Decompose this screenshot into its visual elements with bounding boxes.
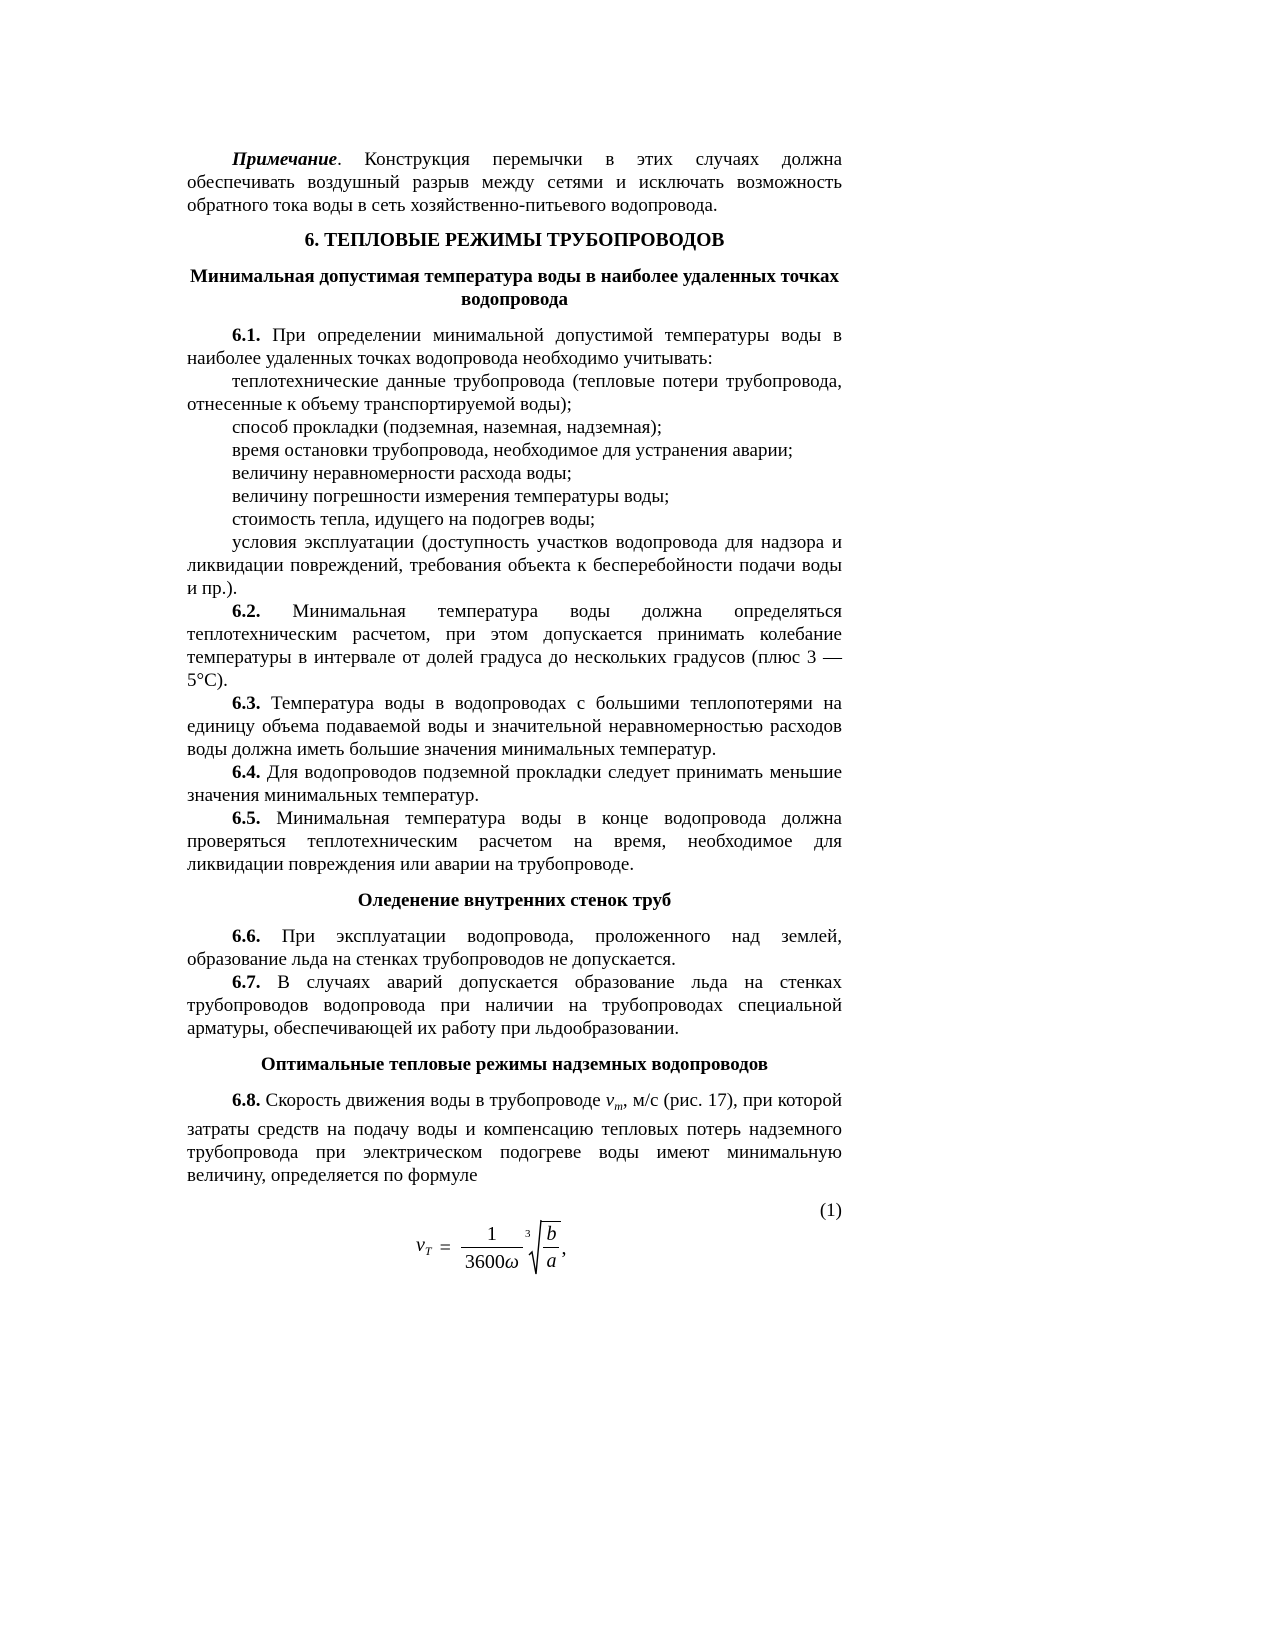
paragraph-text: Температура воды в водопроводах с большими теплопотерями на единицу объема подаваемой воды и значительной неравномерностью расходов воды должна иметь большие значения минимальных температур. — [187, 693, 842, 760]
paragraph-6-4 — [187, 761, 842, 807]
paragraph-text: Скорость движения воды в трубопроводе — [260, 1090, 606, 1111]
formula-lhs-sub: T — [424, 1243, 432, 1258]
list-item: способ прокладки (подземная, наземная, надземная); — [232, 417, 663, 438]
paragraph-number: 6.7. — [232, 972, 261, 993]
list-item: время остановки трубопровода, необходимое для устранения аварии; — [232, 440, 794, 461]
paragraph-6-3 — [187, 692, 842, 761]
cube-root — [525, 1219, 562, 1277]
formula — [416, 1219, 566, 1277]
paragraph-6-2 — [187, 600, 842, 692]
paragraph-number: 6.8. — [232, 1090, 261, 1111]
fraction-denominator — [461, 1247, 523, 1276]
velocity-variable: v — [605, 1090, 615, 1111]
root-radicand — [541, 1221, 561, 1275]
note-label: Примечание — [232, 149, 338, 170]
paragraph-number: 6.6. — [232, 926, 261, 947]
section-title: 6. ТЕПЛОВЫЕ РЕЖИМЫ ТРУБОПРОВОДОВ — [304, 230, 725, 251]
paragraph-6-8 — [187, 1089, 842, 1187]
paragraph-number: 6.2. — [232, 601, 261, 622]
paragraph-text: При эксплуатации водопровода, проложенного над землей, образование льда на стенках трубопроводов не допускается. — [187, 926, 842, 970]
radical-sign-icon — [528, 1219, 542, 1277]
list-item: стоимость тепла, идущего на подогрев воды; — [232, 509, 596, 530]
radicand-numerator: b — [546, 1223, 557, 1245]
fraction-numerator: 1 — [486, 1222, 497, 1245]
subsection-title-min-temperature: Минимальная допустимая температура воды в наиболее удаленных точках водопровода — [189, 266, 840, 310]
velocity-subscript: т — [614, 1099, 623, 1113]
subsection-title-thermal-modes: Оптимальные тепловые режимы надземных водопроводов — [260, 1054, 769, 1075]
root-index: 3 — [524, 1227, 531, 1240]
note-paragraph — [187, 148, 842, 217]
list-item: теплотехнические данные трубопровода (тепловые потери трубопровода, отнесенные к объему транспортируемой воды); — [187, 371, 842, 415]
formula-trailing-comma: , — [561, 1236, 567, 1259]
paragraph-text-continued: , м/с (рис. 17), при которой затраты средств на подачу воды и компенсацию тепловых потерь надземного трубопровода при электрическом подогреве воды имеют минимальную величину, определяется по формуле — [187, 1090, 842, 1186]
paragraph-6-6 — [187, 925, 842, 971]
paragraph-text: В случаях аварий допускается образование льда на стенках трубопроводов водопровода при наличии на трубопроводах специальной арматуры, обеспечивающей их работу при льдообразовании. — [187, 972, 842, 1039]
paragraph-6-5 — [187, 807, 842, 876]
equation-block — [187, 1199, 842, 1294]
formula-fraction — [461, 1221, 523, 1276]
subsection-title-icing: Оледенение внутренних стенок труб — [357, 890, 672, 911]
omega-symbol: ω — [504, 1250, 519, 1273]
document-body — [187, 148, 842, 1294]
note-text: . Конструкция перемычки в этих случаях должна обеспечивать воздушный разрыв между сетями и исключать возможность обратного тока воды в сеть хозяйственно-питьевого водопровода. — [187, 149, 842, 216]
formula-lhs — [416, 1234, 432, 1263]
list-item: величину погрешности измерения температуры воды; — [232, 486, 670, 507]
paragraph-number: 6.4. — [232, 762, 261, 783]
paragraph-text: Для водопроводов подземной прокладки следует принимать меньшие значения минимальных температур. — [187, 762, 842, 806]
formula-lhs-var: v — [416, 1233, 425, 1256]
paragraph-number: 6.3. — [232, 693, 261, 714]
paragraph-text: Минимальная температура воды должна определяться теплотехническим расчетом, при этом допускается принимать колебание температуры в интервале от долей градуса до нескольких градусов (плюс 3 — 5°С). — [187, 601, 842, 691]
formula-equals: = — [439, 1236, 451, 1259]
list-item: величину неравномерности расхода воды; — [232, 463, 572, 484]
denominator-number: 3600 — [464, 1250, 505, 1273]
paragraph-number: 6.1. — [232, 325, 261, 346]
radicand-denominator: a — [543, 1247, 559, 1275]
paragraph-text: При определении минимальной допустимой температуры воды в наиболее удаленных точках водопровода необходимо учитывать: — [187, 325, 842, 369]
paragraph-6-7 — [187, 971, 842, 1040]
paragraph-6-1 — [187, 324, 842, 370]
paragraph-number: 6.5. — [232, 808, 261, 829]
equation-number: (1) — [819, 1200, 842, 1221]
paragraph-text: Минимальная температура воды в конце водопровода должна проверяться теплотехническим расчетом на время, необходимое для ликвидации повреждения или аварии на трубопроводе. — [187, 808, 842, 875]
list-item: условия эксплуатации (доступность участков водопровода для надзора и ликвидации повреждений, требования объекта к бесперебойности подачи воды и пр.). — [187, 532, 842, 599]
